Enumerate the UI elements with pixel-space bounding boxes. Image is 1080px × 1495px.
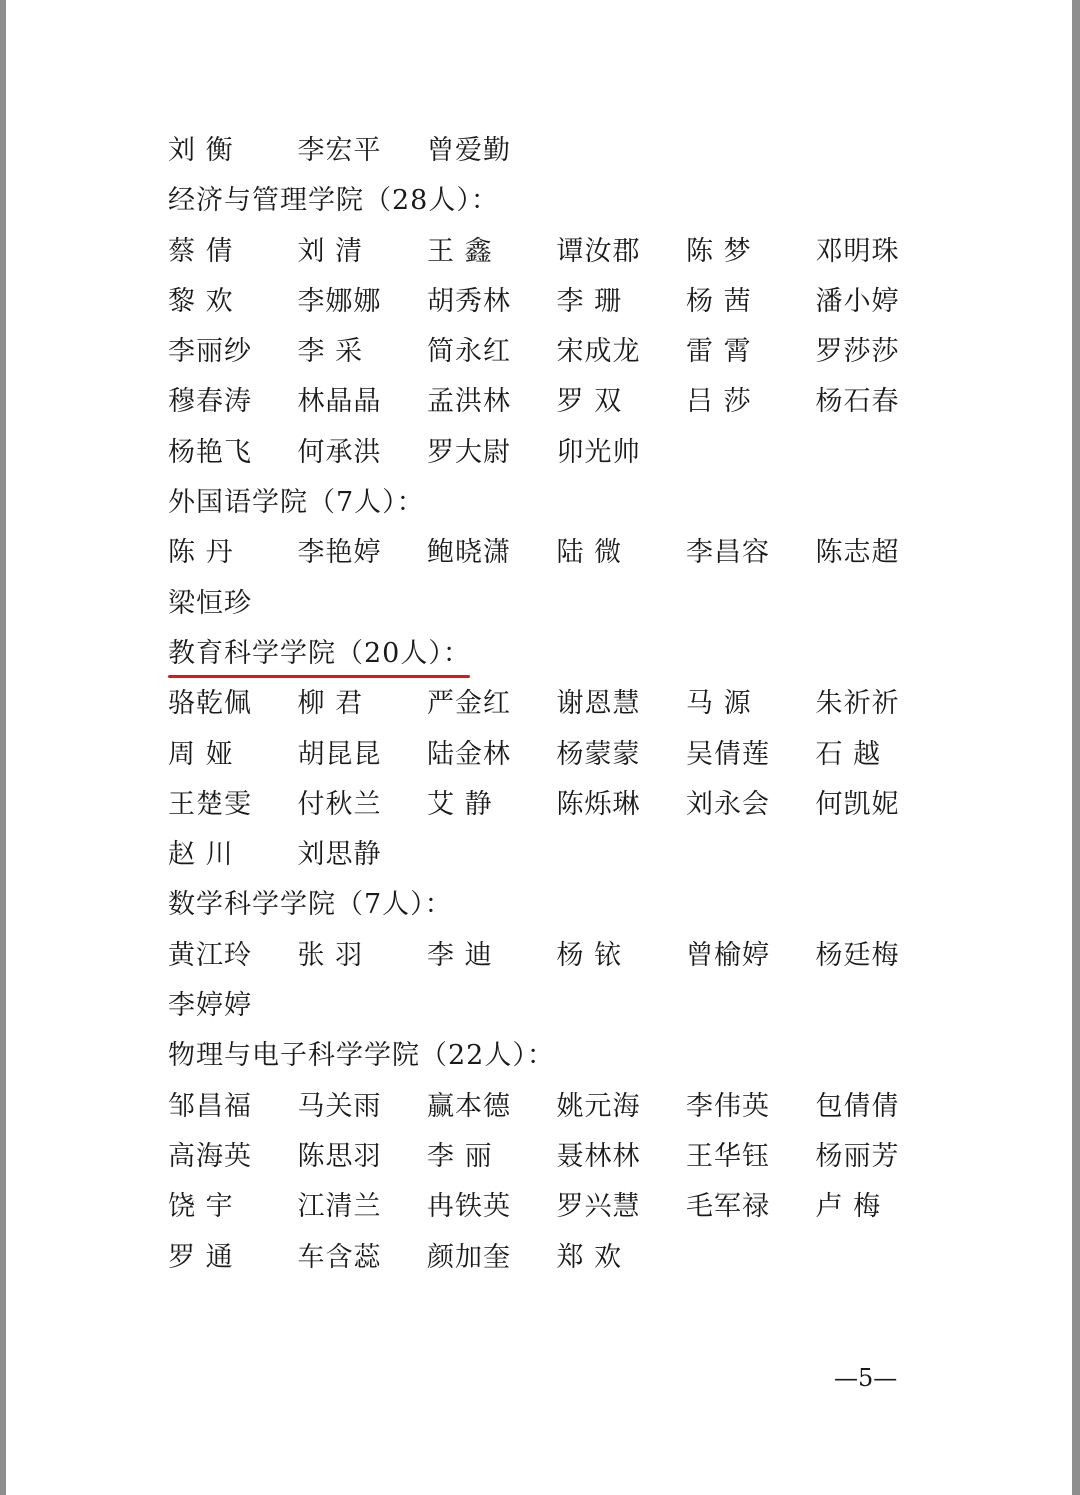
person-name: 刘 清 xyxy=(297,235,364,267)
college-heading xyxy=(168,880,928,930)
person-name: 陆金林 xyxy=(427,738,511,770)
name-row xyxy=(168,1132,928,1182)
person-name: 毛军禄 xyxy=(686,1191,770,1223)
person-name: 林晶晶 xyxy=(297,386,382,418)
person-name: 饶 宇 xyxy=(168,1191,234,1223)
person-name: 卯光帅 xyxy=(556,436,641,468)
person-name: 曾榆婷 xyxy=(686,939,770,971)
person-name: 杨 茜 xyxy=(686,285,752,317)
person-name: 陈 梦 xyxy=(686,235,752,267)
name-row xyxy=(168,1182,928,1232)
name-row xyxy=(168,377,928,427)
person-name: 吴倩莲 xyxy=(686,738,770,770)
college-heading-text: 教育科学学院（20人）： xyxy=(168,637,471,669)
page-right-edge xyxy=(1072,0,1080,1495)
college-heading-text: 数学科学学院（7人）： xyxy=(168,889,453,921)
person-name: 王楚雯 xyxy=(168,788,252,820)
person-name: 罗莎莎 xyxy=(815,336,900,368)
name-row xyxy=(168,1082,928,1132)
person-name: 骆乾佩 xyxy=(168,688,252,720)
person-name: 潘小婷 xyxy=(815,285,900,317)
person-name: 杨 铱 xyxy=(556,939,623,971)
person-name: 邓明珠 xyxy=(815,235,900,267)
person-name: 陈 丹 xyxy=(168,537,234,569)
person-name: 胡昆昆 xyxy=(297,738,382,770)
person-name: 陈志超 xyxy=(815,537,900,569)
name-row xyxy=(168,126,928,176)
person-name: 李 采 xyxy=(297,336,364,368)
person-name: 杨石春 xyxy=(815,386,900,418)
college-heading xyxy=(168,629,928,679)
person-name: 李伟英 xyxy=(686,1090,770,1122)
person-name: 吕 莎 xyxy=(686,386,752,418)
name-row xyxy=(168,1233,928,1283)
person-name: 胡秀林 xyxy=(427,285,511,317)
name-row xyxy=(168,931,928,981)
person-name: 王 鑫 xyxy=(427,235,493,267)
person-name: 邹昌福 xyxy=(168,1090,252,1122)
person-name: 杨蒙蒙 xyxy=(556,738,641,770)
person-name: 梁恒珍 xyxy=(168,587,252,619)
red-highlight-underline xyxy=(168,675,470,678)
person-name: 姚元海 xyxy=(556,1090,641,1122)
page-number: —5— xyxy=(834,1364,898,1392)
person-name: 刘 衡 xyxy=(168,135,234,166)
person-name: 马关雨 xyxy=(297,1090,382,1122)
college-heading xyxy=(168,1031,928,1081)
person-name: 卢 梅 xyxy=(815,1191,882,1223)
person-name: 付秋兰 xyxy=(297,788,382,820)
name-row xyxy=(168,981,928,1031)
name-row xyxy=(168,277,928,327)
person-name: 艾 静 xyxy=(427,788,493,820)
name-row xyxy=(168,730,928,780)
name-row xyxy=(168,528,928,578)
college-heading xyxy=(168,478,928,528)
college-heading-text: 物理与电子科学学院（22人）： xyxy=(168,1040,555,1072)
person-name: 郑 欢 xyxy=(556,1241,623,1273)
person-name: 朱祈祈 xyxy=(815,688,900,720)
person-name: 罗兴慧 xyxy=(556,1191,641,1223)
document-body xyxy=(168,126,928,1283)
person-name: 张 羽 xyxy=(297,939,364,971)
person-name: 陆 微 xyxy=(556,537,623,569)
person-name: 陈思羽 xyxy=(297,1140,382,1172)
person-name: 罗大尉 xyxy=(427,436,511,468)
college-heading-text: 经济与管理学院（28人）： xyxy=(168,185,499,217)
person-name: 穆春涛 xyxy=(168,386,252,418)
person-name: 马 源 xyxy=(686,688,752,720)
person-name: 李婷婷 xyxy=(168,990,252,1022)
person-name: 石 越 xyxy=(815,738,882,770)
person-name: 黄江玲 xyxy=(168,939,252,971)
person-name: 李宏平 xyxy=(297,135,382,166)
person-name: 鲍晓潇 xyxy=(427,537,511,569)
person-name: 蔡 倩 xyxy=(168,235,234,267)
person-name: 李娜娜 xyxy=(297,285,382,317)
person-name: 车含蕊 xyxy=(297,1241,382,1273)
person-name: 杨艳飞 xyxy=(168,436,252,468)
person-name: 谭汝郡 xyxy=(556,235,641,267)
person-name: 黎 欢 xyxy=(168,285,234,317)
person-name: 何承洪 xyxy=(297,436,382,468)
person-name: 李 迪 xyxy=(427,939,493,971)
person-name: 简永红 xyxy=(427,336,511,368)
name-row xyxy=(168,679,928,729)
person-name: 颜加奎 xyxy=(427,1241,511,1273)
person-name: 刘永会 xyxy=(686,788,770,820)
person-name: 罗 通 xyxy=(168,1241,234,1273)
person-name: 陈烁琳 xyxy=(556,788,641,820)
name-row xyxy=(168,579,928,629)
person-name: 杨丽芳 xyxy=(815,1140,900,1172)
name-row xyxy=(168,227,928,277)
person-name: 宋成龙 xyxy=(556,336,641,368)
person-name: 曾爱勤 xyxy=(427,135,511,166)
person-name: 包倩倩 xyxy=(815,1090,900,1122)
person-name: 王华钰 xyxy=(686,1140,770,1172)
person-name: 雷 霄 xyxy=(686,336,752,368)
person-name: 杨廷梅 xyxy=(815,939,900,971)
person-name: 赢本德 xyxy=(427,1090,511,1122)
person-name: 高海英 xyxy=(168,1140,252,1172)
person-name: 周 娅 xyxy=(168,738,234,770)
college-heading xyxy=(168,176,928,226)
person-name: 罗 双 xyxy=(556,386,623,418)
person-name: 李艳婷 xyxy=(297,537,382,569)
person-name: 李 丽 xyxy=(427,1140,493,1172)
person-name: 冉铁英 xyxy=(427,1191,511,1223)
person-name: 何凯妮 xyxy=(815,788,900,820)
name-row xyxy=(168,428,928,478)
person-name: 孟洪林 xyxy=(427,386,511,418)
person-name: 刘思静 xyxy=(297,839,382,871)
person-name: 谢恩慧 xyxy=(556,688,641,720)
name-row xyxy=(168,830,928,880)
person-name: 江清兰 xyxy=(297,1191,382,1223)
person-name: 李昌容 xyxy=(686,537,770,569)
person-name: 聂林林 xyxy=(556,1140,641,1172)
page-left-edge xyxy=(0,0,6,1495)
person-name: 严金红 xyxy=(427,688,511,720)
person-name: 柳 君 xyxy=(297,688,364,720)
name-row xyxy=(168,780,928,830)
college-heading-text: 外国语学院（7人）： xyxy=(168,487,425,519)
person-name: 李丽纱 xyxy=(168,336,252,368)
person-name: 赵 川 xyxy=(168,839,234,871)
name-row xyxy=(168,327,928,377)
person-name: 李 珊 xyxy=(556,285,623,317)
